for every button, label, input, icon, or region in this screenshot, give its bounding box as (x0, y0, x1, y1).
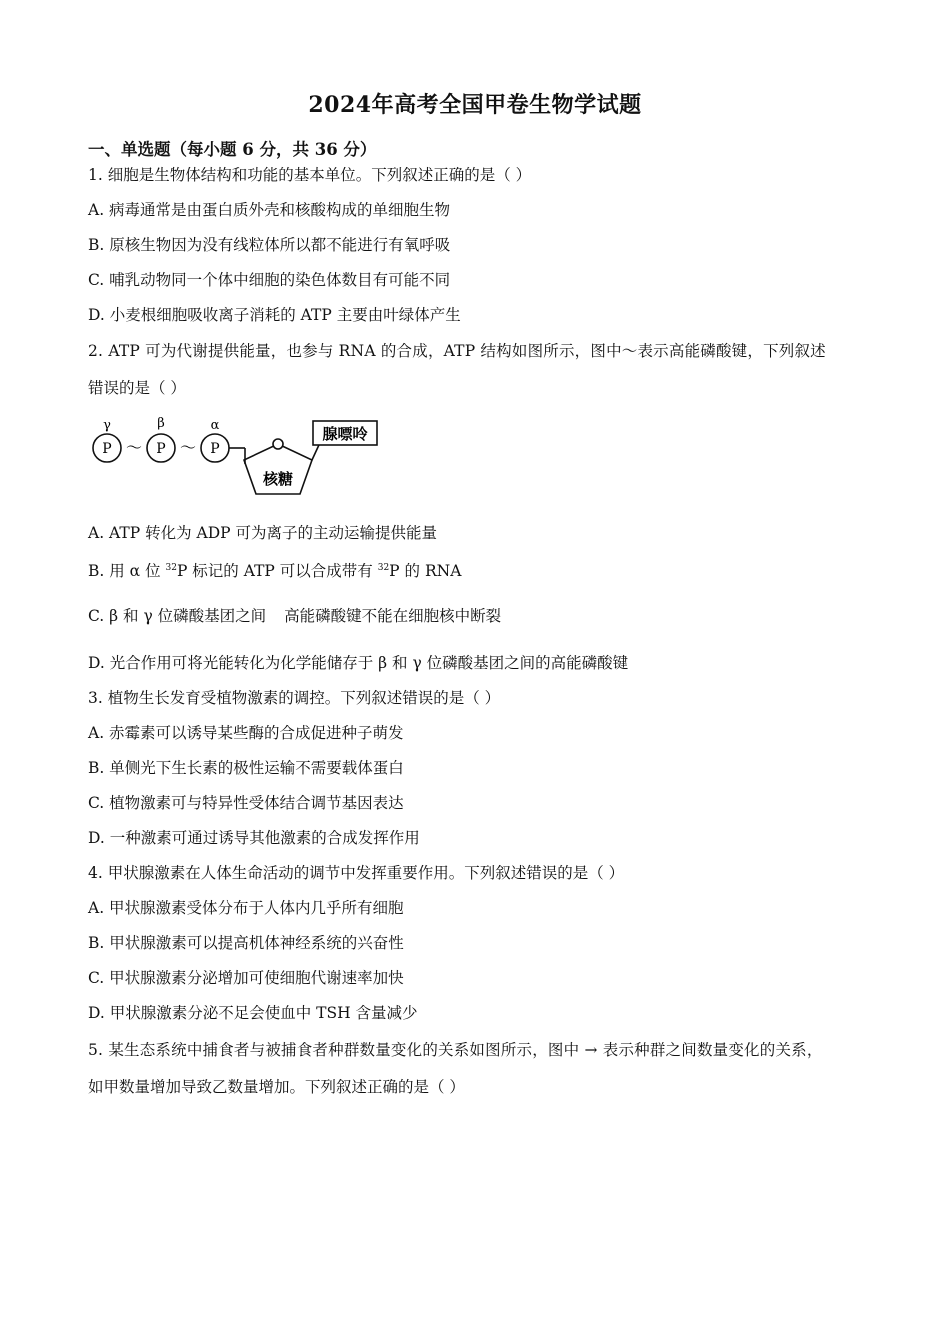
q2-option-c-part1: C. β 和 γ 位磷酸基团之间 (88, 607, 267, 625)
q2-option-c (88, 606, 501, 626)
ribose-label: 核糖 (262, 470, 294, 488)
q3-option-b: B. 单侧光下生长素的极性运输不需要载体蛋白 (88, 759, 404, 777)
atp-structure-diagram (88, 412, 388, 500)
q5-stem-line1: 5. 某生态系统中捕食者与被捕食者种群数量变化的关系如图所示，图中 → 表示种群之间数量变化的关系， (88, 1041, 823, 1059)
q2-option-b-part1: B. 用 α 位 (88, 562, 166, 580)
high-energy-bond-1: ～ (125, 438, 143, 457)
q3-stem: 3. 植物生长发育受植物激素的调控。下列叙述错误的是（ ） (88, 689, 501, 707)
gamma-label: γ (103, 418, 111, 433)
phosphate-gamma: P (102, 441, 112, 457)
q4-option-c: C. 甲状腺激素分泌增加可使细胞代谢速率加快 (88, 969, 404, 987)
q2-option-b-part2: P 标记的 ATP 可以合成带有 (176, 562, 378, 580)
q1-option-b: B. 原核生物因为没有线粒体所以都不能进行有氧呼吸 (88, 236, 451, 254)
q4-option-a: A. 甲状腺激素受体分布于人体内几乎所有细胞 (88, 899, 404, 917)
q1-option-c: C. 哺乳动物同一个体中细胞的染色体数目有可能不同 (88, 271, 451, 289)
q4-option-d: D. 甲状腺激素分泌不足会使血中 TSH 含量减少 (88, 1004, 418, 1022)
high-energy-bond-2: ～ (179, 438, 197, 457)
phosphate-beta: P (156, 441, 166, 457)
q2-option-a: A. ATP 转化为 ADP 可为离子的主动运输提供能量 (88, 524, 437, 542)
q2-option-d: D. 光合作用可将光能转化为化学能储存于 β 和 γ 位磷酸基团之间的高能磷酸键 (88, 654, 629, 672)
q3-option-c: C. 植物激素可与特异性受体结合调节基因表达 (88, 794, 404, 812)
q2-option-b-part3: P 的 RNA (389, 562, 462, 580)
q2-option-b (88, 558, 461, 581)
section-heading: 一、单选题（每小题 6 分，共 36 分） (88, 140, 377, 159)
isotope-mass-number: 32 (165, 563, 177, 573)
q2-stem-line1: 2. ATP 可为代谢提供能量，也参与 RNA 的合成，ATP 结构如图所示，图中～表示高能磷酸键，下列叙述 (88, 342, 826, 360)
isotope-mass-number: 32 (377, 563, 390, 573)
adenine-label: 腺嘌呤 (322, 425, 368, 443)
q1-option-a: A. 病毒通常是由蛋白质外壳和核酸构成的单细胞生物 (88, 201, 451, 219)
beta-label: β (157, 416, 165, 431)
q4-option-b: B. 甲状腺激素可以提高机体神经系统的兴奋性 (88, 934, 404, 952)
q3-option-d: D. 一种激素可通过诱导其他激素的合成发挥作用 (88, 829, 420, 847)
q3-option-a: A. 赤霉素可以诱导某些酶的合成促进种子萌发 (88, 724, 404, 742)
q1-stem: 1. 细胞是生物体结构和功能的基本单位。下列叙述正确的是（ ） (88, 166, 532, 184)
q5-stem-line2: 如甲数量增加导致乙数量增加。下列叙述正确的是（ ） (88, 1078, 465, 1096)
q2-option-c-part2: 高能磷酸键不能在细胞核中断裂 (284, 607, 502, 625)
page-title: 2024年高考全国甲卷生物学试题 (308, 92, 642, 118)
q2-stem-line2: 错误的是（ ） (88, 379, 186, 397)
alpha-label: α (210, 418, 220, 433)
q1-option-d: D. 小麦根细胞吸收离子消耗的 ATP 主要由叶绿体产生 (88, 306, 461, 324)
q4-stem: 4. 甲状腺激素在人体生命活动的调节中发挥重要作用。下列叙述错误的是（ ） (88, 864, 625, 882)
phosphate-alpha: P (210, 441, 220, 457)
